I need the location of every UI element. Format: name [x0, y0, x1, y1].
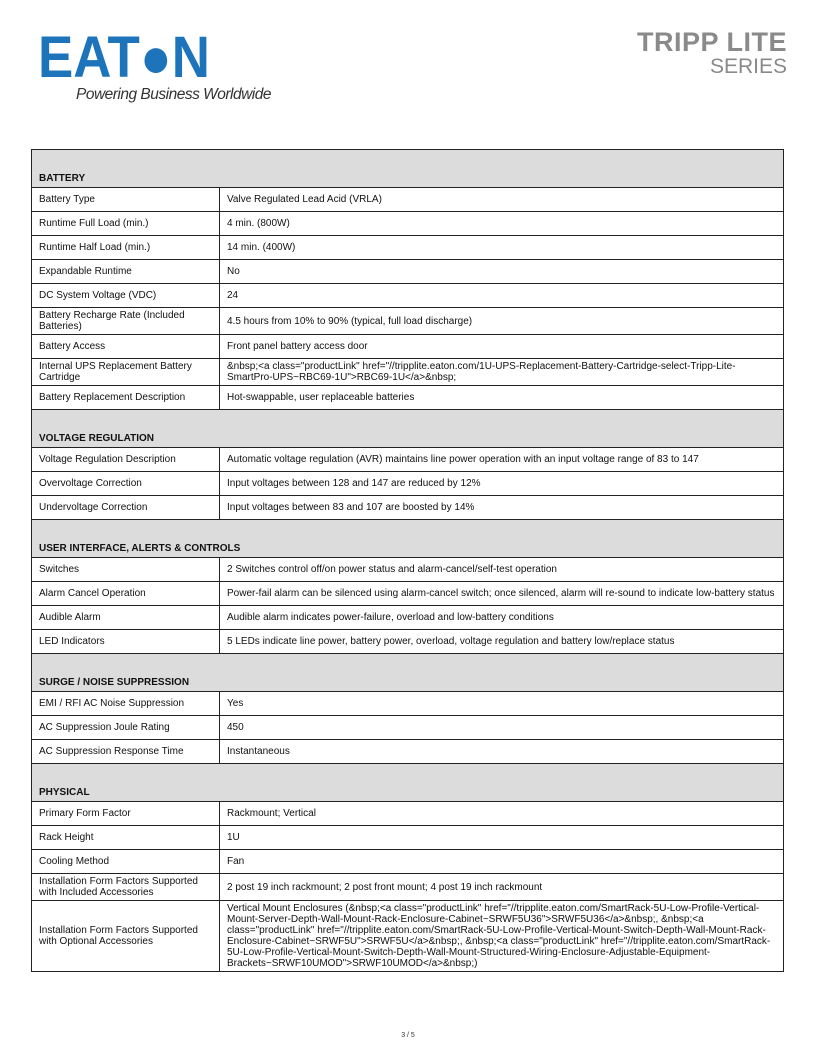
section-title: BATTERY — [32, 150, 784, 188]
table-row — [32, 386, 784, 410]
spec-label: AC Suppression Joule Rating — [32, 716, 220, 740]
table-row — [32, 606, 784, 630]
spec-value: Instantaneous — [220, 740, 784, 764]
spec-value: Input voltages between 83 and 107 are boosted by 14% — [220, 496, 784, 520]
spec-value: 4 min. (800W) — [220, 212, 784, 236]
table-row — [32, 582, 784, 606]
page-number: 3 / 5 — [401, 1032, 415, 1039]
spec-label: Audible Alarm — [32, 606, 220, 630]
spec-label: Internal UPS Replacement Battery Cartridge — [32, 359, 220, 386]
table-row — [32, 260, 784, 284]
table-row — [32, 802, 784, 826]
spec-value: Audible alarm indicates power-failure, overload and low-battery conditions — [220, 606, 784, 630]
svg-text:EAT●N: EAT●N — [38, 30, 210, 90]
spec-value: Fan — [220, 850, 784, 874]
table-row — [32, 496, 784, 520]
table-row — [32, 826, 784, 850]
spec-label: Runtime Full Load (min.) — [32, 212, 220, 236]
spec-value: Rackmount; Vertical — [220, 802, 784, 826]
spec-label: LED Indicators — [32, 630, 220, 654]
series-label: SERIES — [709, 55, 787, 78]
spec-label: Rack Height — [32, 826, 220, 850]
spec-value: Yes — [220, 692, 784, 716]
table-row — [32, 874, 784, 901]
spec-label: Voltage Regulation Description — [32, 448, 220, 472]
section-header — [32, 520, 784, 558]
spec-value: Power-fail alarm can be silenced using alarm-cancel switch; once silenced, alarm will re-sound to indicate low-battery status — [220, 582, 784, 606]
table-row — [32, 692, 784, 716]
spec-label: Cooling Method — [32, 850, 220, 874]
spec-value: 24 — [220, 284, 784, 308]
spec-value: Valve Regulated Lead Acid (VRLA) — [220, 188, 784, 212]
spec-value: No — [220, 260, 784, 284]
table-row — [32, 236, 784, 260]
table-row — [32, 284, 784, 308]
section-title: SURGE / NOISE SUPPRESSION — [32, 654, 784, 692]
spec-value: 1U — [220, 826, 784, 850]
spec-value: Automatic voltage regulation (AVR) maintains line power operation with an input voltage range of 83 to 147 — [220, 448, 784, 472]
spec-value: 2 post 19 inch rackmount; 2 post front mount; 4 post 19 inch rackmount — [220, 874, 784, 901]
spec-label: Battery Recharge Rate (Included Batteries) — [32, 308, 220, 335]
spec-value: Input voltages between 128 and 147 are reduced by 12% — [220, 472, 784, 496]
tripp-lite-logo — [637, 28, 787, 78]
spec-label: Battery Access — [32, 335, 220, 359]
spec-label: Expandable Runtime — [32, 260, 220, 284]
spec-value: 5 LEDs indicate line power, battery power, overload, voltage regulation and battery low/replace status — [220, 630, 784, 654]
spec-label: Undervoltage Correction — [32, 496, 220, 520]
table-row — [32, 630, 784, 654]
table-row — [32, 335, 784, 359]
spec-label: Installation Form Factors Supported with Optional Accessories — [32, 901, 220, 972]
table-row — [32, 558, 784, 582]
table-row — [32, 740, 784, 764]
spec-label: Battery Type — [32, 188, 220, 212]
spec-value: Front panel battery access door — [220, 335, 784, 359]
spec-value: Vertical Mount Enclosures (&nbsp;<a class="productLink" href="//tripplite.eaton.com/SmartRack-5U-Low-Profile-Vertical-Mount-Server-Depth-Wall-Mount-Rack-Enclosure-Cabinet~SRWF5U36">SRWF5U36</a>&nbsp;, &nbsp;<a class="productLink" href="//tripplite.eaton.com/SmartRack-5U-Low-Profile-Vertical-Mount-Switch-Depth-Wall-Mount-Rack-Enclosure-Cabinet~SRWF5U">SRWF5U</a>&nbsp;, &nbsp;<a class="productLink" href="//tripplite.eaton.com/SmartRack-5U-Low-Profile-Vertical-Mount-Switch-Depth-Wall-Mount-Structured-Wiring-Enclosure-Adjustable-Equipment-Brackets~SRWF10UMOD">SRWF10UMOD</a>&nbsp;) — [220, 901, 784, 972]
table-row — [32, 359, 784, 386]
spec-value: 4.5 hours from 10% to 90% (typical, full load discharge) — [220, 308, 784, 335]
table-row — [32, 212, 784, 236]
spec-label: AC Suppression Response Time — [32, 740, 220, 764]
spec-value: 14 min. (400W) — [220, 236, 784, 260]
spec-value: 450 — [220, 716, 784, 740]
section-header — [32, 410, 784, 448]
table-row — [32, 188, 784, 212]
spec-label: Battery Replacement Description — [32, 386, 220, 410]
spec-label: Alarm Cancel Operation — [32, 582, 220, 606]
spec-label: Runtime Half Load (min.) — [32, 236, 220, 260]
spec-value: &nbsp;<a class="productLink" href="//tripplite.eaton.com/1U-UPS-Replacement-Battery-Cartridge-select-Tripp-Lite-SmartPro-UPS~RBC69-1U">RBC69-1U</a>&nbsp; — [220, 359, 784, 386]
spec-label: EMI / RFI AC Noise Suppression — [32, 692, 220, 716]
table-row — [32, 901, 784, 972]
table-row — [32, 308, 784, 335]
section-title: USER INTERFACE, ALERTS & CONTROLS — [32, 520, 784, 558]
spec-label: Switches — [32, 558, 220, 582]
spec-label: Installation Form Factors Supported with Included Accessories — [32, 874, 220, 901]
spec-table — [31, 149, 784, 972]
spec-label: DC System Voltage (VDC) — [32, 284, 220, 308]
table-row — [32, 472, 784, 496]
spec-value: 2 Switches control off/on power status and alarm-cancel/self-test operation — [220, 558, 784, 582]
section-header — [32, 150, 784, 188]
spec-label: Primary Form Factor — [32, 802, 220, 826]
spec-value: Hot-swappable, user replaceable batteries — [220, 386, 784, 410]
section-title: PHYSICAL — [32, 764, 784, 802]
table-row — [32, 850, 784, 874]
section-header — [32, 654, 784, 692]
tagline: Powering Business Worldwide — [76, 86, 271, 103]
spec-label: Overvoltage Correction — [32, 472, 220, 496]
series-brand: TRIPP LITE — [636, 27, 787, 57]
table-row — [32, 448, 784, 472]
table-row — [32, 716, 784, 740]
section-header — [32, 764, 784, 802]
section-title: VOLTAGE REGULATION — [32, 410, 784, 448]
